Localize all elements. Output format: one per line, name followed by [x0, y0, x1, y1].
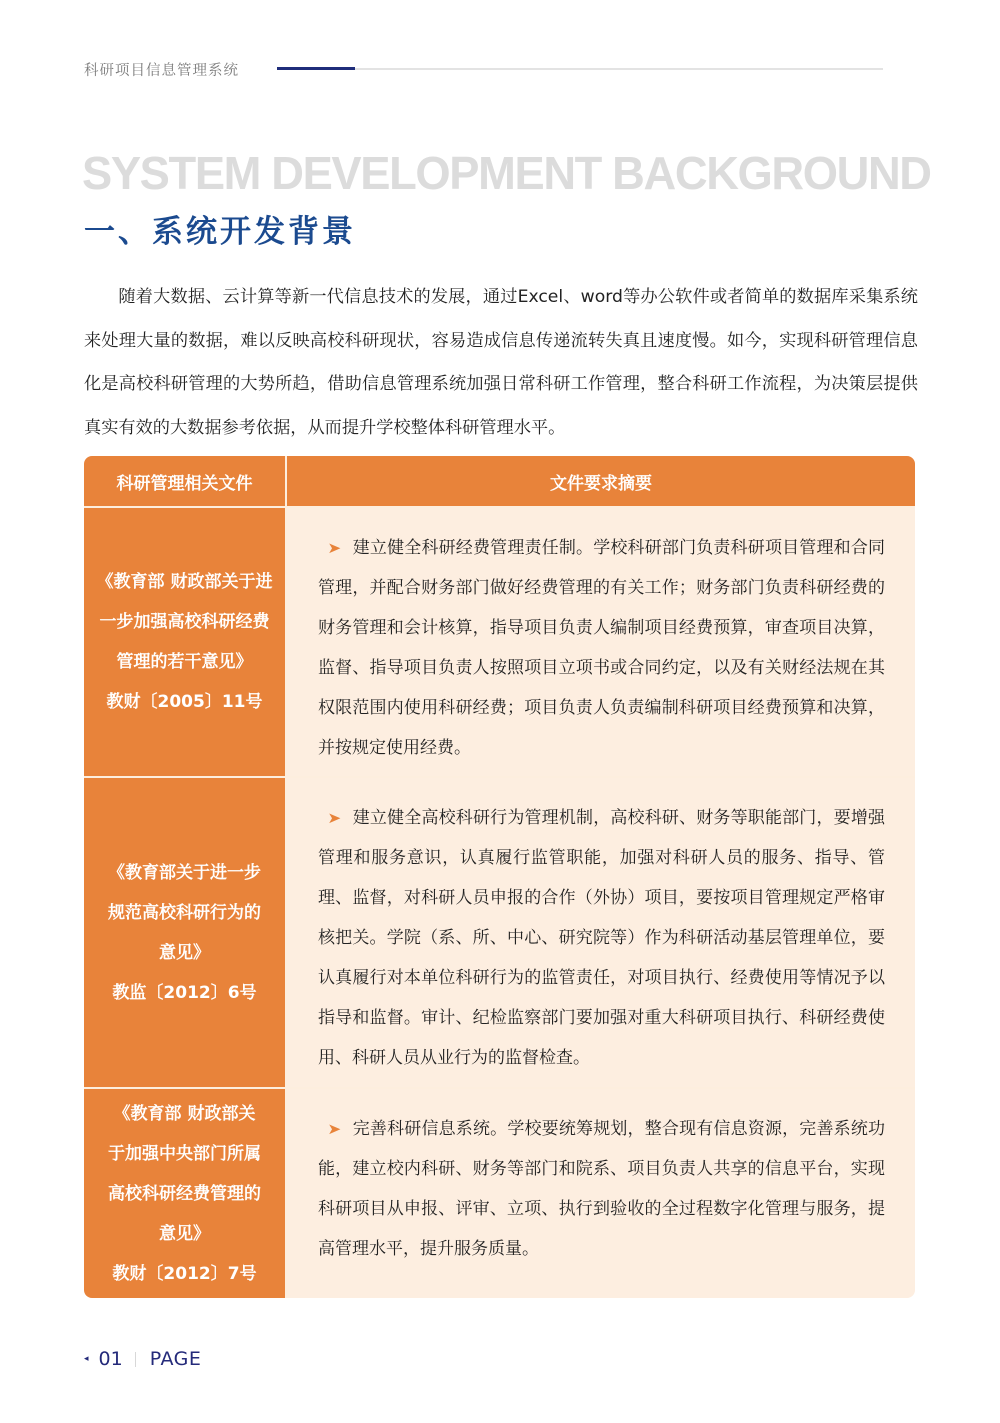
column-header-documents: 科研管理相关文件	[84, 456, 287, 506]
page-header	[84, 57, 884, 81]
summary-cell	[287, 508, 915, 776]
document-title-line: 于加强中央部门所属	[108, 1143, 261, 1164]
document-title-line: 意见》	[159, 942, 210, 963]
document-title-line: 高校科研经费管理的	[108, 1183, 261, 1204]
arrow-bullet-icon: ➤	[327, 1120, 342, 1138]
intro-paragraph: 随着大数据、云计算等新一代信息技术的发展，通过Excel、word等办公软件或者简单的数据库采集系统来处理大量的数据，难以反映高校科研现状，容易造成信息传递流转失真且速度慢。如今，实现科研管理信息化是高校科研管理的大势所趋，借助信息管理系统加强日常科研工作管理，整合科研工作流程，为决策层提供真实有效的大数据参考依据，从而提升学校整体科研管理水平。	[84, 287, 918, 438]
document-title-line: 《教育部关于进一步	[108, 862, 261, 883]
page-number: 01	[98, 1348, 123, 1370]
document-title-line: 一步加强高校科研经费	[99, 612, 270, 632]
page-footer	[84, 1346, 201, 1372]
intro-text	[84, 276, 918, 450]
document-title-line: 规范高校科研行为的	[108, 902, 261, 923]
summary-text: 完善科研信息系统。学校要统筹规划，整合现有信息资源，完善系统功能，建立校内科研、财务等部门和院系、项目负责人共享的信息平台，实现科研项目从申报、评审、立项、执行到验收的全过程数字化管理与服务，提高管理水平，提升服务质量。	[318, 1119, 885, 1259]
policy-documents-table	[84, 456, 915, 1298]
summary-cell	[287, 1089, 915, 1298]
document-number: 教监〔2012〕6号	[112, 982, 257, 1003]
table-row	[84, 776, 915, 1087]
summary-text: 建立健全科研经费管理责任制。学校科研部门负责科研项目管理和合同管理，并配合财务部门做好经费管理的有关工作；财务部门负责科研经费的财务管理和会计核算，指导项目负责人编制项目经费预算，审查项目决算，监督、指导项目负责人按照项目立项书或合同约定，以及有关财经法规在其权限范围内使用科研经费；项目负责人负责编制科研项目经费预算和决算，并按规定使用经费。	[318, 538, 885, 758]
system-name: 科研项目信息管理系统	[84, 62, 239, 79]
document-number: 教财〔2012〕7号	[112, 1263, 257, 1284]
document-title-line: 《教育部 财政部关于进	[96, 572, 273, 592]
arrow-bullet-icon: ➤	[327, 539, 342, 557]
document-title-line: 意见》	[159, 1223, 210, 1244]
header-accent-bar	[277, 67, 355, 70]
summary-cell	[287, 778, 915, 1087]
table-header-row	[84, 456, 915, 506]
triangle-left-icon: ◂	[84, 1354, 89, 1364]
document-cell	[84, 778, 287, 1087]
background-watermark-title: SYSTEM DEVELOPMENT BACKGROUND	[82, 147, 931, 199]
document-title-line: 《教育部 财政部关	[113, 1103, 256, 1124]
section-title: 一、系统开发背景	[84, 214, 356, 250]
document-title-line: 管理的若干意见》	[116, 652, 253, 672]
summary-text: 建立健全高校科研行为管理机制，高校科研、财务等职能部门，要增强管理和服务意识，认真履行监管职能，加强对科研人员的服务、指导、管理、监督，对科研人员申报的合作（外协）项目，要按项目管理规定严格审核把关。学院（系、所、中心、研究院等）作为科研活动基层管理单位，要认真履行对本单位科研行为的监管责任，对项目执行、经费使用等情况予以指导和监督。审计、纪检监察部门要加强对重大科研项目执行、科研经费使用、科研人员从业行为的监督检查。	[318, 808, 885, 1068]
column-header-summary: 文件要求摘要	[550, 473, 652, 494]
table-row	[84, 506, 915, 776]
arrow-bullet-icon: ➤	[327, 809, 342, 827]
table-row	[84, 1087, 915, 1298]
document-cell	[84, 1089, 287, 1298]
page-label: PAGE	[149, 1348, 202, 1370]
document-cell	[84, 508, 287, 776]
footer-divider	[135, 1352, 136, 1367]
document-number: 教财〔2005〕11号	[106, 692, 263, 712]
header-divider	[277, 68, 883, 70]
